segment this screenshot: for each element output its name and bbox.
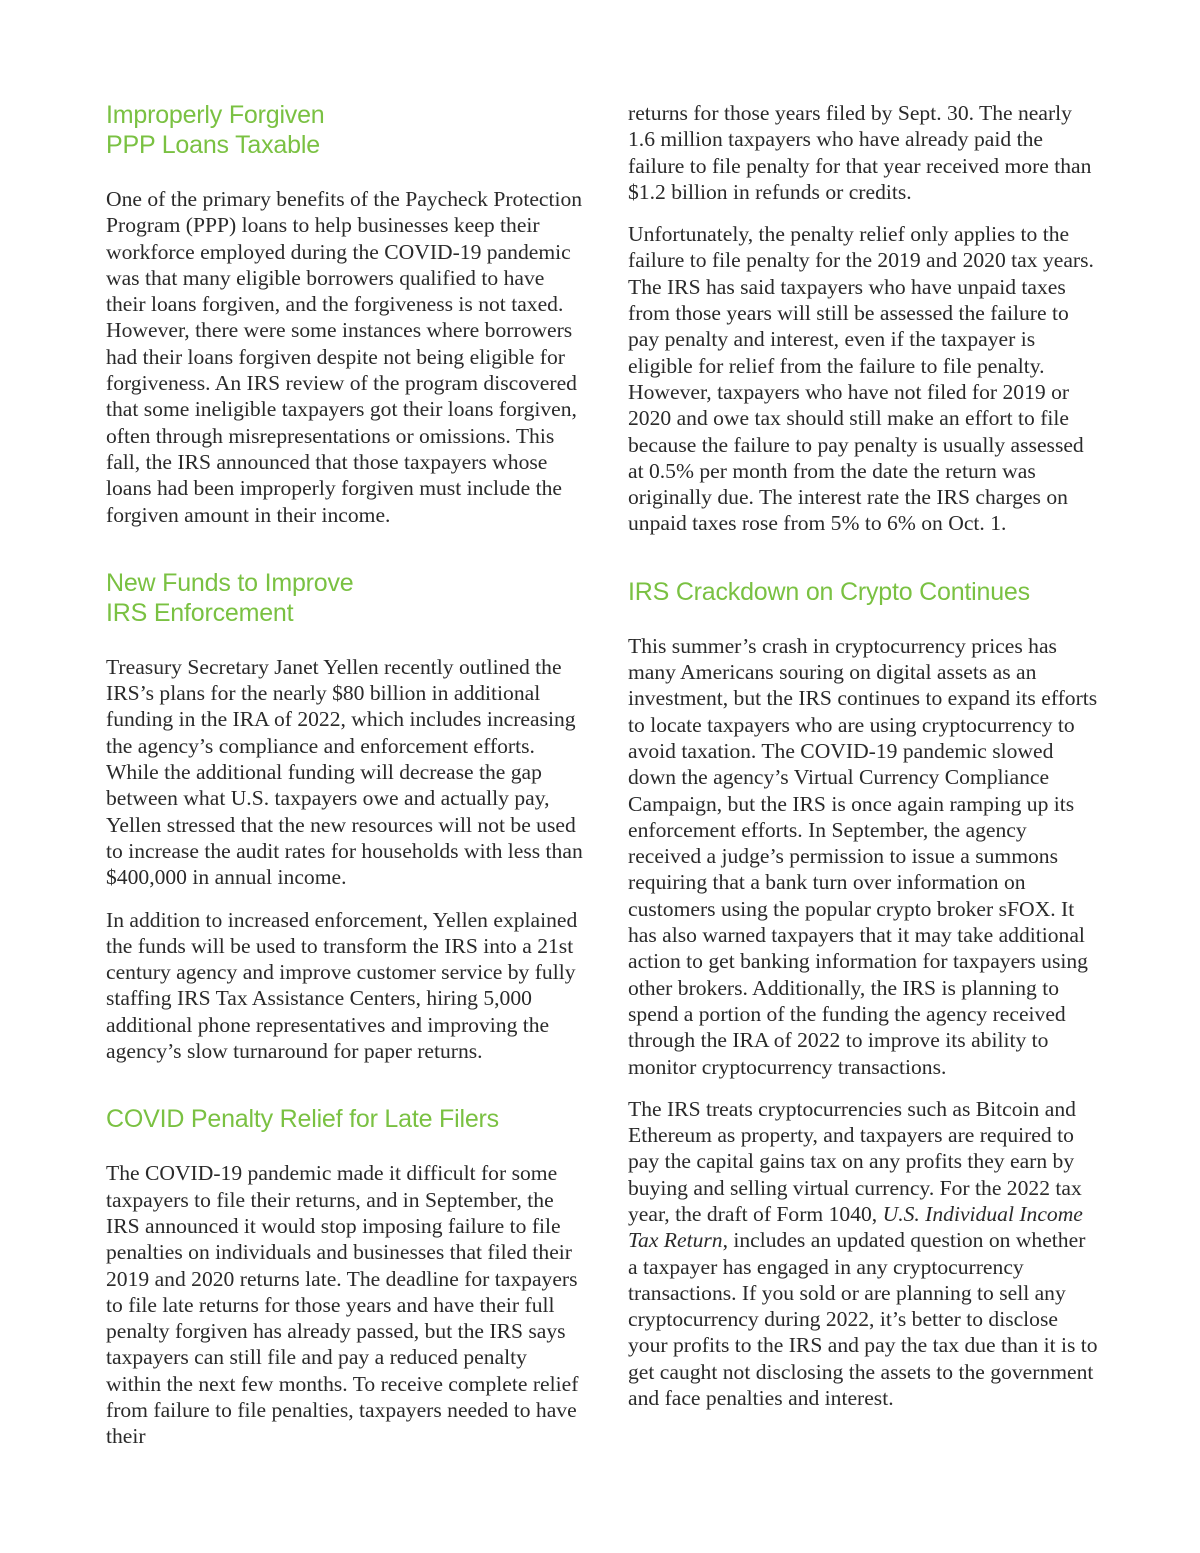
heading-ppp-loans: [106, 100, 584, 160]
heading-new-funds: [106, 568, 584, 628]
heading-covid-penalty-relief: COVID Penalty Relief for Late Filers: [106, 1105, 499, 1134]
right-column: [628, 100, 1098, 1411]
new-funds-paragraph-1: Treasury Secretary Janet Yellen recently outlined the IRS’s plans for the nearly $80 billion in additional funding in the IRA of 2022, which includes increasing the agency’s compliance and enforcement efforts. While the additional funding will decrease the gap between what U.S. taxpayers owe and actually pay, Yellen stressed that the new resources will not be used to increase the audit rates for households with less than $400,000 in annual income.: [106, 654, 583, 890]
heading-ppp-loans-line2: PPP Loans Taxable: [106, 131, 320, 159]
penalty-relief-paragraph: Unfortunately, the penalty relief only applies to the failure to file penalty for the 2019 and 2020 tax years. The IRS has said taxpayers who have unpaid taxes from those years will still be assessed the failure to pay penalty and interest, even if the taxpayer is eligible for relief from the failure to file penalty. However, taxpayers who have not filed for 2019 or 2020 and owe tax should still make an effort to file because the failure to pay penalty is usually assessed at 0.5% per month from the date the return was originally due. The interest rate the IRS charges on unpaid taxes rose from 5% to 6% on Oct. 1.: [628, 222, 1094, 536]
crypto-paragraph-2: [628, 1096, 1098, 1412]
new-funds-paragraph-2: In addition to increased enforcement, Yellen explained the funds will be used to transform the IRS into a 21st century agency and improve customer service by fully staffing IRS Tax Assistance Centers, hiring 5,000 additional phone representatives and improving the agency’s slow turnaround for paper returns.: [106, 907, 578, 1064]
crypto-paragraph-1: This summer’s crash in cryptocurrency prices has many Americans souring on digital assets as an investment, but the IRS continues to expand its efforts to locate taxpayers who are using cryptocurrency to avoid taxation. The COVID-19 pandemic slowed down the agency’s Virtual Currency Compliance Campaign, but the IRS is once again ramping up its enforcement efforts. In September, the agency received a judge’s permission to issue a summons requiring that a bank turn over information on customers using the popular crypto broker sFOX. It has also warned taxpayers that it may take additional action to get banking information for taxpayers using other brokers. Additionally, the IRS is planning to spend a portion of the funding the agency received through the IRA of 2022 to improve its ability to monitor cryptocurrency transactions.: [628, 633, 1098, 1079]
heading-crypto-crackdown: IRS Crackdown on Crypto Continues: [628, 577, 1030, 606]
covid-penalty-paragraph: The COVID-19 pandemic made it difficult for some taxpayers to file their returns, and in September, the IRS announced it would stop imposing failure to file penalties on individuals and businesses that filed their 2019 and 2020 returns late. The deadline for taxpayers to file late returns for those years and have their full penalty forgiven has already passed, but the IRS says taxpayers can still file and pay a reduced penalty within the next few months. To receive complete relief from failure to file penalties, taxpayers needed to have their: [106, 1161, 579, 1449]
ppp-loans-paragraph: One of the primary benefits of the Paycheck Protection Program (PPP) loans to help businesses keep their workforce employed during the COVID-19 pandemic was that many eligible borrowers qualified to have their loans forgiven, and the forgiveness is not taxed. However, there were some instances where borrowers had their loans forgiven despite not being eligible for forgiveness. An IRS review of the program discovered that some ineligible taxpayers got their loans forgiven, often through misrepresentations or omissions. This fall, the IRS announced that those taxpayers whose loans had been improperly forgiven must include the forgiven amount in their income.: [106, 187, 583, 527]
heading-new-funds-line1: New Funds to Improve: [106, 568, 354, 597]
heading-new-funds-line2: IRS Enforcement: [106, 598, 294, 627]
heading-ppp-loans-line1: Improperly Forgiven: [106, 101, 325, 129]
covid-penalty-continued-paragraph: returns for those years filed by Sept. 30. The nearly 1.6 million taxpayers who have already paid the failure to file penalty for that year received more than $1.2 billion in refunds or credits.: [628, 101, 1092, 204]
form-1040-title: U.S. Individual Income Tax Return: [628, 1201, 1083, 1253]
left-column: [106, 100, 584, 1450]
crypto-paragraph-2-part2: , includes an updated question on whether a taxpayer has engaged in any cryptocurrency transactions. If you sold or are planning to sell any cryptocurrency during 2022, it’s better to disclose your profits to the IRS and pay the tax due than it is to get caught not disclosing the assets to the government and face penalties and interest.: [628, 1228, 1098, 1411]
crypto-paragraph-2-part1: The IRS treats cryptocurrencies such as Bitcoin and Ethereum as property, and taxpayers are required to pay the capital gains tax on any profits they earn by buying and selling virtual currency. For the 2022 tax year, the draft of Form 1040,: [628, 1096, 1082, 1226]
